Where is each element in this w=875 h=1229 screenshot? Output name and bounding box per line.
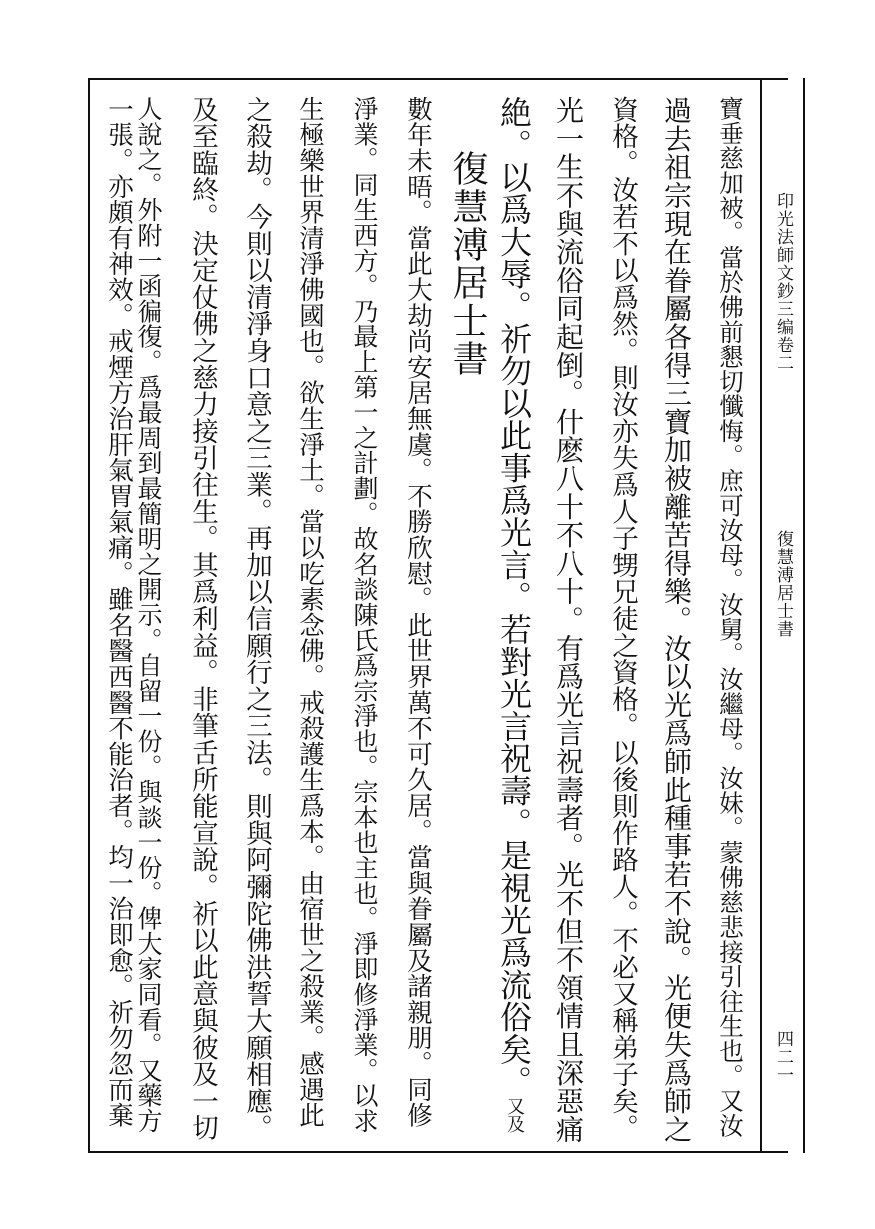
- text-column-4: 光一生不與流俗同起倒。什麽八十不八十。有爲光言祝壽者。光不但不領情且深惡痛: [552, 96, 585, 1144]
- text-column-10: 之殺劫。今則以清淨身口意之三業。再加以信願行之三法。則與阿彌陀佛洪誓大願相應。: [241, 96, 272, 1142]
- letter-title: 復慧溥居士書: [447, 150, 488, 378]
- book-title: 印光法師文鈔三编卷二: [773, 192, 793, 372]
- text-column-5: [487, 96, 541, 1144]
- text-column-11: 及至臨終。決定仗佛之慈力接引往生。其爲利益。非筆舌所能宣說。祈以此意與彼及一切: [187, 96, 218, 1142]
- text-column-3: 資格。汝若不以爲然。則汝亦失爲人子甥兄徒之資格。以後則作路人。不必又稱弟子矣。: [607, 96, 638, 1142]
- text-column-5-main: 絶。以爲大辱。祈勿以此事爲光言。若對光言祝壽。是視光爲流俗矣。: [495, 96, 533, 1098]
- page-number: 四二一: [773, 1030, 793, 1084]
- page-margin-column: [762, 80, 802, 1150]
- frame-left-rule: [88, 78, 90, 1153]
- text-column-1: 寶垂慈加被。當於佛前懇切懺悔。庶可汝母。汝舅。汝繼母。汝妹。蒙佛慈悲接引往生也。又汝: [716, 96, 745, 1138]
- frame-right-rule: [803, 78, 805, 1153]
- text-column-9: 生極樂世界清淨佛國也。欲生淨土。當以吃素念佛。戒殺護生爲本。由宿世之殺業。感遇此: [295, 96, 325, 1128]
- section-title: 復慧溥居士書: [773, 530, 793, 638]
- frame-top-rule: [88, 78, 788, 80]
- text-column-13: 一張。亦頗有神效。戒煙方治肝氣胃氣痛。雖名醫西醫不能治者。均一治即愈。祈勿忽而棄: [104, 96, 134, 1128]
- postscript-note: 又及: [504, 1097, 525, 1134]
- text-column-2: 過去祖宗現在眷屬各得三寶加被離苦得樂。汝以光爲師此種事若不說。光便失爲師之: [660, 96, 693, 1144]
- text-column-7: 數年未晤。當此大劫尚安居無虞。不勝欣慰。此世界萬不可久居。當與眷屬及諸親朋。同修: [403, 96, 433, 1128]
- frame-bottom-rule: [88, 1151, 788, 1153]
- text-column-12: 人說之。外附一函徧復。爲最周到最簡明之開示。自留一份。與談一份。俾大家同看。又藥方: [134, 96, 163, 1134]
- text-column-8: 淨業。同生西方。乃最上第一之計劃。故名談陳氏爲宗淨也。宗本也主也。淨即修淨業。以求: [350, 96, 379, 1134]
